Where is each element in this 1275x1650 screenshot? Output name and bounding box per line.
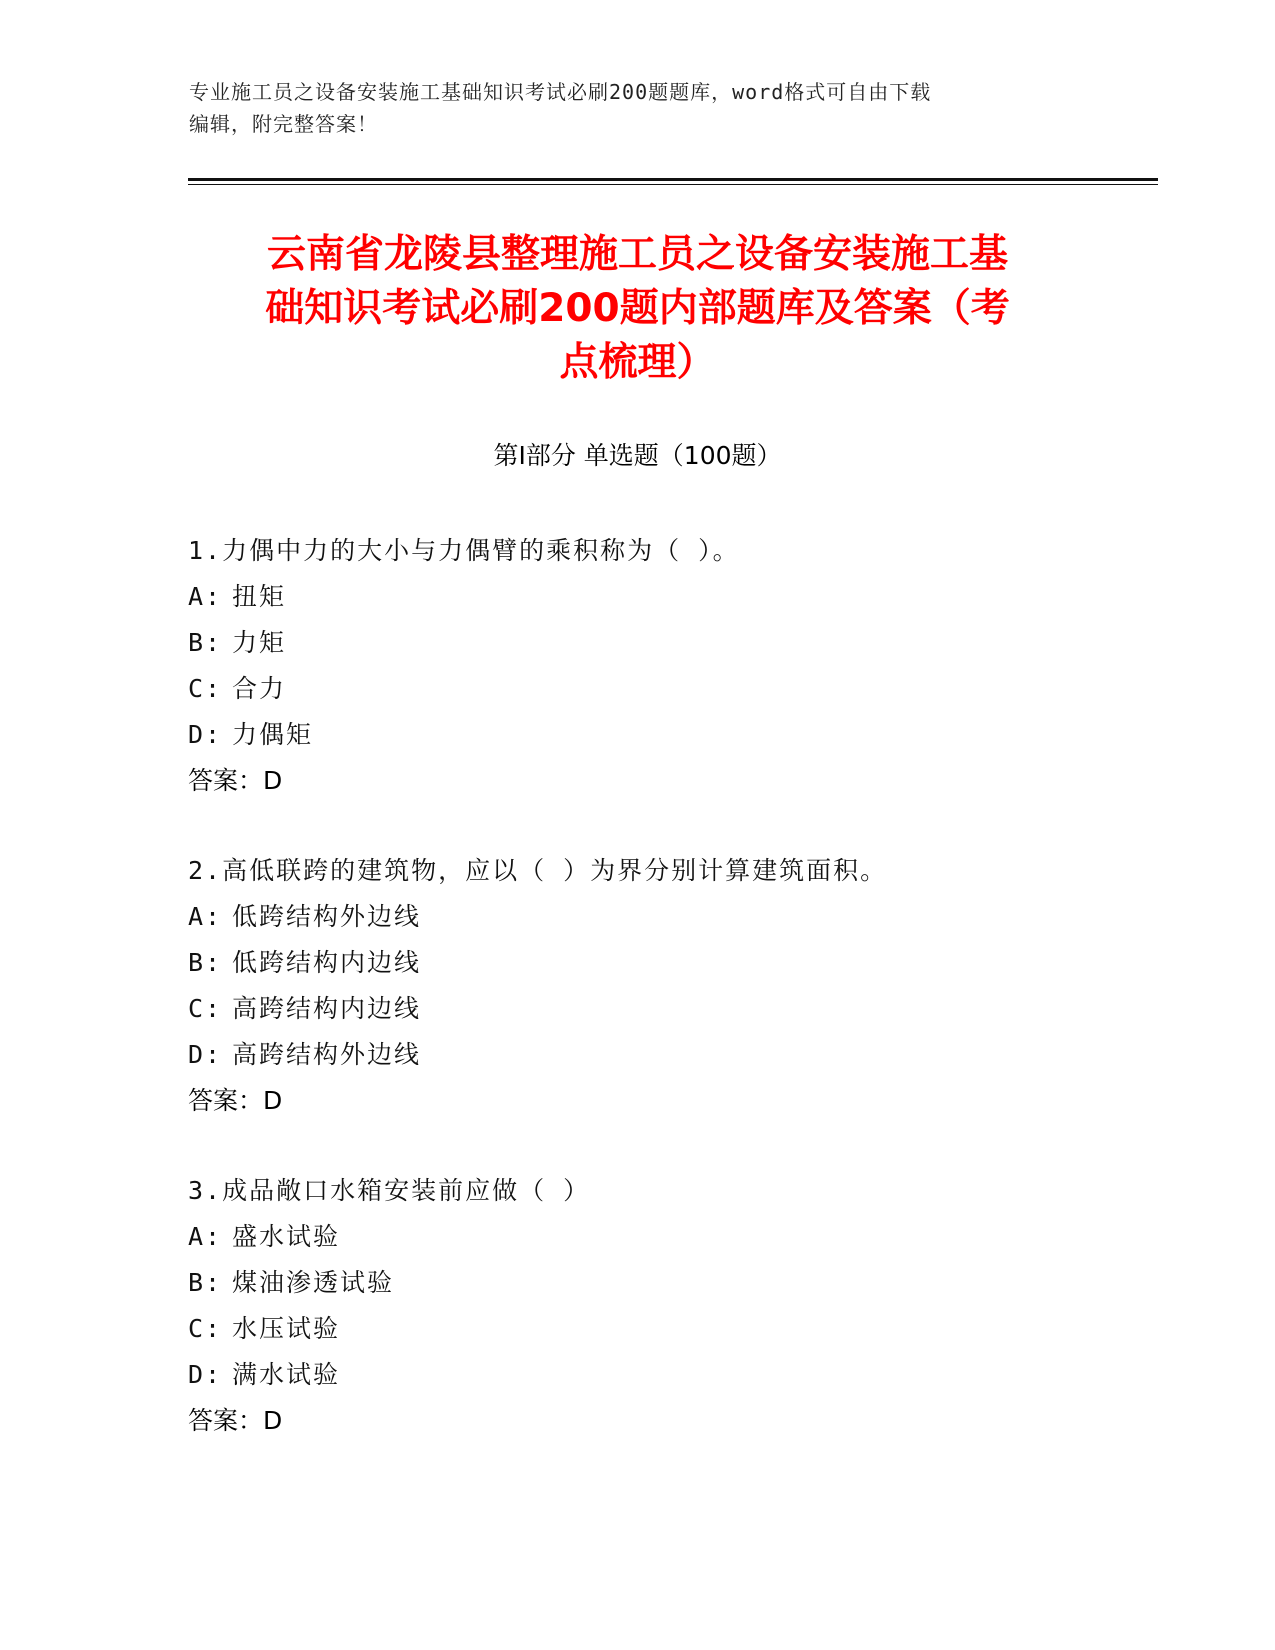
- answer-line: [188, 758, 1148, 804]
- option-key: C:: [188, 1314, 223, 1343]
- option-text: 力偶矩: [232, 720, 314, 749]
- option-a: [188, 1214, 1148, 1260]
- option-d: [188, 1032, 1148, 1078]
- answer-value: D: [263, 766, 283, 795]
- document-title-line-3: 点梳理）: [559, 340, 716, 385]
- question-1: [188, 528, 1148, 804]
- option-key: B:: [188, 948, 223, 977]
- option-text: 满水试验: [232, 1360, 341, 1389]
- question-3: [188, 1168, 1148, 1444]
- option-c: [188, 666, 1148, 712]
- option-c: [188, 1306, 1148, 1352]
- option-text: 低跨结构内边线: [232, 948, 422, 977]
- option-key: D:: [188, 1040, 223, 1069]
- option-key: A:: [188, 1222, 223, 1251]
- answer-line: [188, 1078, 1148, 1124]
- answer-label: 答案：: [188, 766, 264, 795]
- document-title-line-2: 础知识考试必刷200题内部题库及答案（考: [265, 286, 1010, 331]
- option-b: [188, 1260, 1148, 1306]
- question-list: [188, 528, 1148, 1488]
- answer-label: 答案：: [188, 1406, 264, 1435]
- question-2: [188, 848, 1148, 1124]
- header-note: [189, 76, 1089, 140]
- document-title: [190, 228, 1085, 390]
- answer-value: D: [263, 1086, 283, 1115]
- option-text: 水压试验: [232, 1314, 341, 1343]
- option-text: 力矩: [232, 628, 287, 657]
- option-text: 盛水试验: [232, 1222, 341, 1251]
- answer-value: D: [263, 1406, 283, 1435]
- option-key: B:: [188, 1268, 223, 1297]
- option-text: 高跨结构外边线: [232, 1040, 422, 1069]
- option-d: [188, 712, 1148, 758]
- option-text: 低跨结构外边线: [232, 902, 422, 931]
- section-heading: 第Ⅰ部分 单选题（100题）: [493, 441, 782, 470]
- option-key: D:: [188, 720, 223, 749]
- document-title-line-1: 云南省龙陵县整理施工员之设备安装施工基: [266, 232, 1008, 277]
- answer-label: 答案：: [188, 1086, 264, 1115]
- option-a: [188, 574, 1148, 620]
- option-text: 煤油渗透试验: [232, 1268, 395, 1297]
- option-key: A:: [188, 582, 223, 611]
- option-a: [188, 894, 1148, 940]
- option-key: C:: [188, 674, 223, 703]
- option-c: [188, 986, 1148, 1032]
- header-divider-thick: [188, 178, 1158, 181]
- option-key: D:: [188, 1360, 223, 1389]
- option-b: [188, 620, 1148, 666]
- option-b: [188, 940, 1148, 986]
- option-key: C:: [188, 994, 223, 1023]
- option-text: 高跨结构内边线: [232, 994, 422, 1023]
- question-stem: 2.高低联跨的建筑物，应以（ ）为界分别计算建筑面积。: [188, 856, 888, 885]
- question-stem: 3.成品敞口水箱安装前应做（ ）: [188, 1176, 591, 1205]
- option-key: B:: [188, 628, 223, 657]
- answer-line: [188, 1398, 1148, 1444]
- option-key: A:: [188, 902, 223, 931]
- option-text: 合力: [232, 674, 287, 703]
- header-divider-thin: [188, 184, 1158, 185]
- option-text: 扭矩: [232, 582, 287, 611]
- header-note-line-2: 编辑，附完整答案！: [189, 112, 378, 136]
- header-note-line-1: 专业施工员之设备安装施工基础知识考试必刷200题题库，word格式可自由下载: [189, 80, 932, 104]
- question-stem: 1.力偶中力的大小与力偶臂的乘积称为（ ）。: [188, 536, 740, 565]
- option-d: [188, 1352, 1148, 1398]
